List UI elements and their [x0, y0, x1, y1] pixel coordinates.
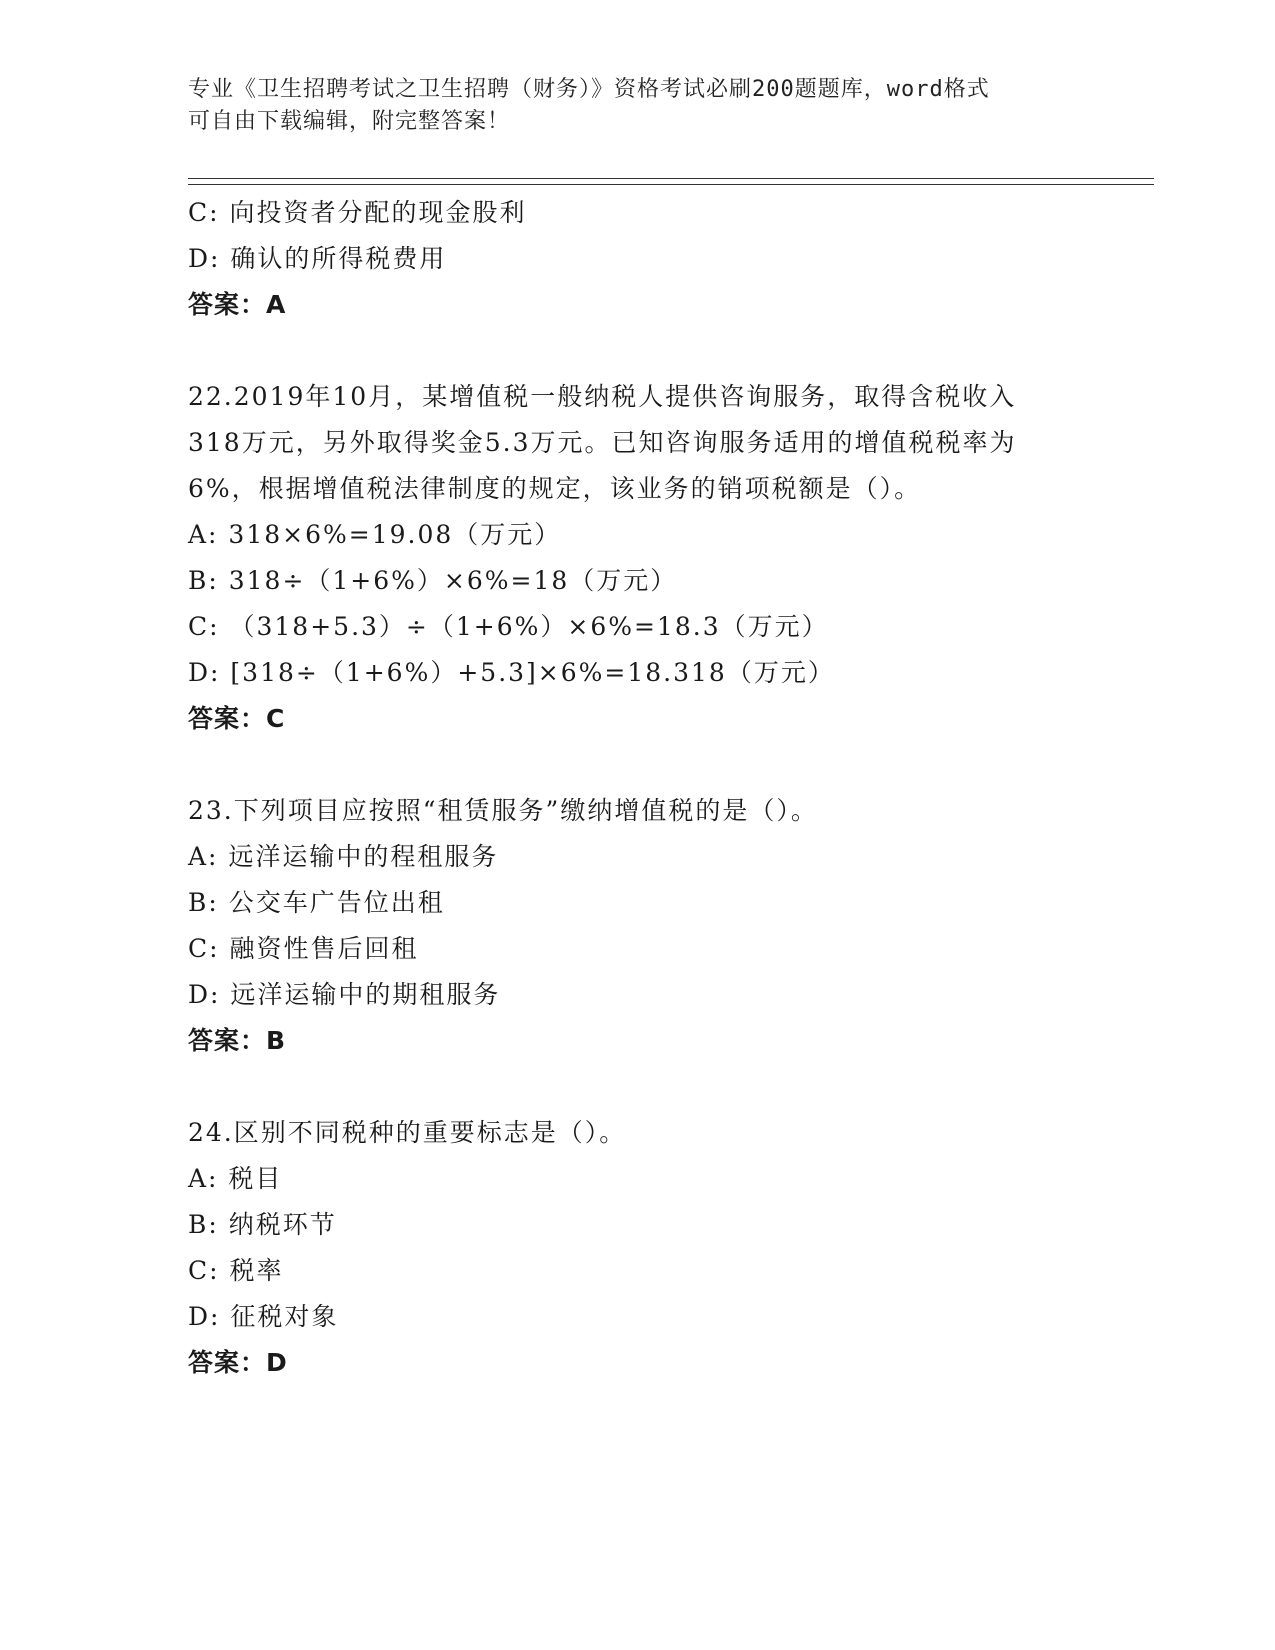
option-d: D: 确认的所得税费用 — [188, 244, 447, 273]
header-divider-top — [188, 178, 1154, 179]
option-c: C: 向投资者分配的现金股利 — [188, 198, 527, 227]
spacer — [188, 1064, 1188, 1110]
question-21-partial — [188, 190, 1188, 328]
answer-label: 答案：B — [188, 1026, 287, 1055]
question-stem-line: 22.2019年10月，某增值税一般纳税人提供咨询服务，取得含税收入 — [188, 382, 1017, 411]
option-c: C: 融资性售后回租 — [188, 934, 419, 963]
option-b: B: 318÷（1+6%）×6%=18（万元） — [188, 566, 678, 595]
option-a: A: 318×6%=19.08（万元） — [188, 520, 562, 549]
document-header — [188, 74, 1088, 138]
option-a: A: 税目 — [188, 1164, 283, 1193]
option-d: D: 远洋运输中的期租服务 — [188, 980, 501, 1009]
option-d: D: [318÷（1+6%）+5.3]×6%=18.318（万元） — [188, 658, 835, 687]
question-23 — [188, 788, 1188, 1064]
question-24 — [188, 1110, 1188, 1386]
spacer — [188, 328, 1188, 374]
answer-label: 答案：D — [188, 1348, 288, 1377]
option-c: C: （318+5.3）÷（1+6%）×6%=18.3（万元） — [188, 612, 829, 641]
answer-label: 答案：C — [188, 704, 286, 733]
question-stem-line: 6%，根据增值税法律制度的规定，该业务的销项税额是（）。 — [188, 474, 922, 503]
spacer — [188, 742, 1188, 788]
answer-label: 答案：A — [188, 290, 287, 319]
header-title-line-2: 可自由下载编辑，附完整答案！ — [188, 109, 511, 134]
option-b: B: 公交车广告位出租 — [188, 888, 445, 917]
question-stem-line: 23.下列项目应按照“租赁服务”缴纳增值税的是（）。 — [188, 796, 818, 825]
option-d: D: 征税对象 — [188, 1302, 339, 1331]
header-divider-bottom — [188, 184, 1154, 185]
option-b: B: 纳税环节 — [188, 1210, 337, 1239]
header-title-line-1: 专业《卫生招聘考试之卫生招聘（财务）》资格考试必刷200题题库，word格式 — [188, 77, 990, 102]
question-stem-line: 24.区别不同税种的重要标志是（）。 — [188, 1118, 627, 1147]
option-c: C: 税率 — [188, 1256, 284, 1285]
question-list — [188, 190, 1188, 1386]
option-a: A: 远洋运输中的程租服务 — [188, 842, 499, 871]
question-22 — [188, 374, 1188, 742]
question-stem-line: 318万元，另外取得奖金5.3万元。已知咨询服务适用的增值税税率为 — [188, 428, 1017, 457]
